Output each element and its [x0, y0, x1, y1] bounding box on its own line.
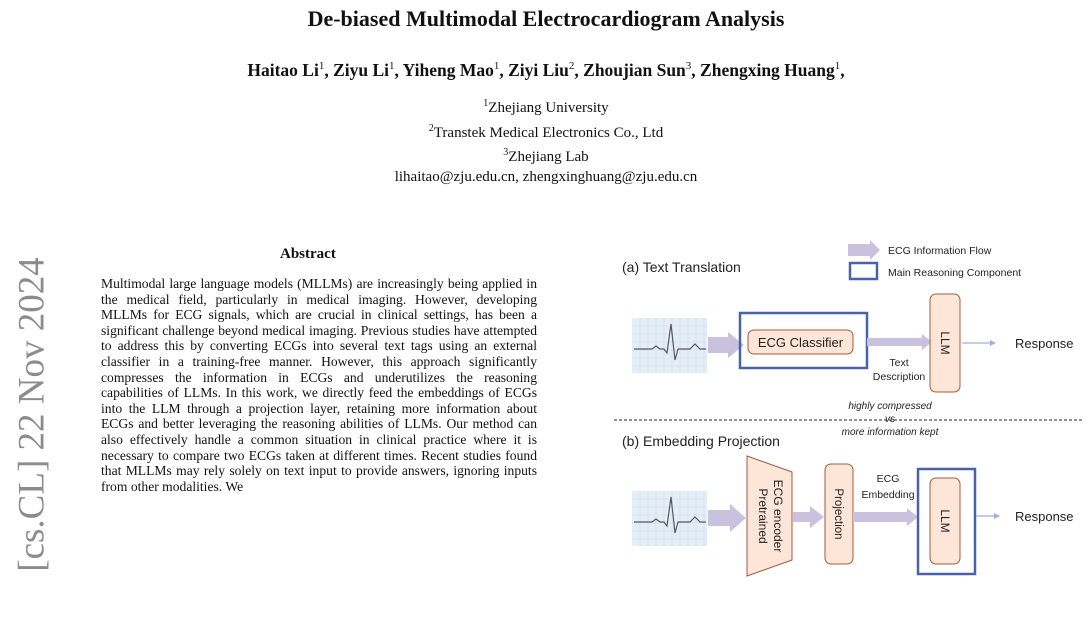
flow-arrow-a2: [867, 334, 932, 350]
abstract-heading: Abstract: [280, 246, 336, 262]
ecg-embedding-line2: Embedding: [861, 489, 915, 501]
author-name: Yiheng Mao: [402, 60, 494, 80]
highly-compressed-label: highly compressed: [848, 401, 932, 412]
author-affiliation-mark: 1: [389, 60, 395, 73]
author-name: Zhoujian Sun: [583, 60, 686, 80]
affiliations: [0, 94, 1092, 187]
legend-main-box-icon: [850, 263, 877, 279]
ecg-thumbnail-b: [632, 491, 707, 546]
affiliation-line: [0, 143, 1092, 168]
text-description-line1: Text: [889, 357, 909, 369]
response-arrowhead-a: [990, 340, 996, 346]
arxiv-watermark: [cs.CL] 22 Nov 2024: [11, 257, 53, 572]
llm-label-a: LLM: [938, 331, 952, 355]
pretrained-encoder-line2: ECG encoder: [771, 479, 785, 553]
projection-label: Projection: [832, 488, 844, 540]
pretrained-encoder-line1: Pretrained: [756, 488, 770, 544]
legend-main-label: Main Reasoning Component: [888, 267, 1022, 279]
affiliation-line: [0, 119, 1092, 144]
affiliation-line: [0, 94, 1092, 119]
affiliation-mark: 3: [503, 147, 509, 158]
author-affiliation-mark: 1: [318, 60, 325, 73]
flow-arrow-a1: [708, 332, 744, 358]
abstract-text: Multimodal large language models (MLLMs) are increasingly being applied in the medical field, particularly in medical imaging. However, developing MLLMs for ECG signals, which are crucial in clinical settings, has been a significant challenge beyond medical imaging. Previous studies have attempted to address this by converting ECGs into several text tags using an external classifier in a training-free manner. However, this approach significantly compresses the information in ECGs and underutilizes the reasoning capabilities of LLMs. In this work, we directly feed the embeddings of ECGs into the LLM through a projection layer, retaining more information about ECGs and better leveraging the reasoning abilities of LLMs. Our method can also effectively handle a common situation in clinical practice where it is necessary to compare two ECGs taken at different times. Recent studies found that MLLMs may rely solely on text input to provide answers, ignoring inputs from other modalities. We: [101, 276, 537, 494]
response-label-a: Response: [1015, 336, 1074, 351]
affiliation-name: Zhejiang Lab: [508, 149, 589, 165]
affiliation-mark: 1: [483, 98, 489, 109]
paper-title: De-biased Multimodal Electrocardiogram Analysis: [307, 6, 785, 31]
flow-arrow-b2: [793, 506, 824, 528]
panel-b-title: (b) Embedding Projection: [622, 433, 780, 449]
ecg-thumbnail-a: [632, 318, 707, 373]
panel-a-title: (a) Text Translation: [622, 259, 741, 275]
ecg-embedding-line1: ECG: [876, 473, 900, 485]
figure-canvas: [612, 236, 1087, 603]
contact-emails: lihaitao@zju.edu.cn, zhengxinghuang@zju.edu.cn: [394, 168, 698, 185]
method-figure: [612, 236, 1087, 603]
response-label-b: Response: [1015, 509, 1074, 524]
author-affiliation-mark: 2: [568, 60, 575, 73]
author-name: Haitao Li: [247, 60, 319, 80]
flow-arrow-b3: [853, 508, 918, 526]
author-list: Haitao Li$^1$, Ziyu Li$^1$, Yiheng Mao$^1$, Ziyi Liu$^2$, Zhoujian Sun$^3$, Zhengxing Huang$^1$,: [247, 60, 845, 80]
author-name: Ziyi Liu: [508, 60, 569, 80]
author-name: Zhengxing Huang: [700, 60, 835, 80]
response-arrowhead-b: [994, 513, 1000, 519]
more-info-kept-label: more information kept: [841, 427, 939, 438]
author-affiliation-mark: 1: [834, 60, 841, 73]
affiliation-name: Transtek Medical Electronics Co., Ltd: [433, 124, 664, 141]
vs-label: vs: [885, 414, 895, 425]
ecg-classifier-label: ECG Classifier: [757, 335, 844, 350]
legend-flow-label: ECG Information Flow: [888, 245, 992, 257]
flow-arrow-b1: [708, 504, 746, 532]
author-name: Ziyu Li: [333, 60, 390, 80]
author-affiliation-mark: 1: [493, 60, 500, 73]
llm-label-b: LLM: [938, 509, 952, 533]
affiliation-name: Zhejiang University: [488, 100, 609, 116]
affiliation-mark: 2: [428, 122, 434, 134]
legend-flow-arrow-icon: [848, 240, 880, 260]
abstract-body: [101, 276, 537, 494]
text-description-line2: Description: [872, 371, 926, 383]
author-affiliation-mark: 3: [685, 60, 692, 73]
